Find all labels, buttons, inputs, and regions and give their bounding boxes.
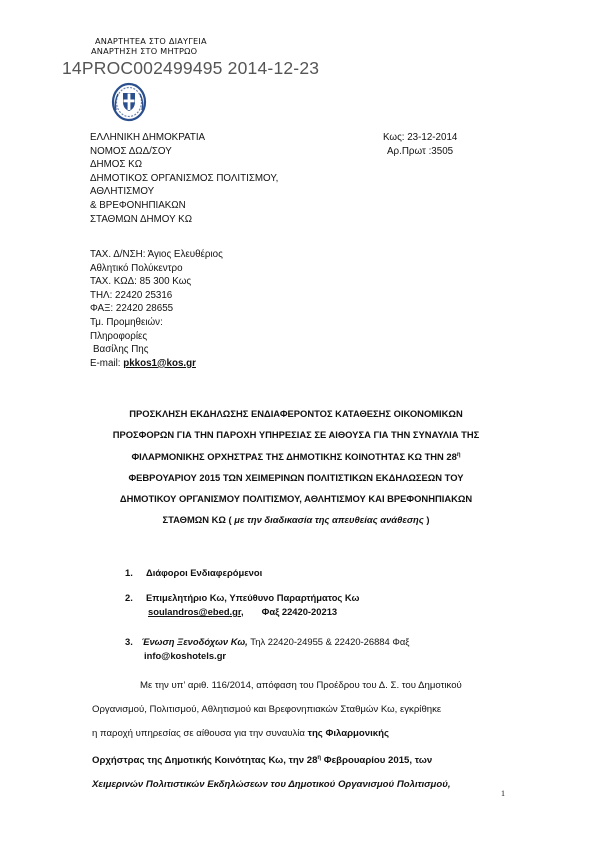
recipient-2-number: 2. bbox=[125, 592, 133, 603]
procedure-note: με την διαδικασία της απευθείας ανάθεσης bbox=[234, 514, 424, 526]
issuer-line: ΝΟΜΟΣ ΔΩΔ/ΣΟΥ bbox=[90, 145, 172, 157]
title-line-text: ) bbox=[423, 514, 430, 526]
recipient-1-name: Διάφοροι Ενδιαφερόμενοι bbox=[146, 567, 263, 578]
issuer-line: & ΒΡΕΦΟΝΗΠΙΑΚΩΝ bbox=[90, 199, 186, 211]
title-superscript: η bbox=[456, 452, 461, 458]
title-line bbox=[86, 445, 506, 467]
contact-email-link[interactable]: pkkos1@kos.gr bbox=[123, 357, 196, 369]
title-line-text: ΣΤΑΘΜΩΝ ΚΩ ( bbox=[162, 514, 235, 526]
contact-email-row bbox=[90, 357, 223, 371]
body-line-bold: της Φιλαρμονικής bbox=[307, 728, 389, 739]
contact-address2: Αθλητικό Πολύκεντρο bbox=[90, 262, 183, 274]
contact-info-name: Βασίλης Πης bbox=[93, 344, 149, 356]
issuer-line: ΕΛΛΗΝΙΚΗ ΔΗΜΟΚΡΑΤΙΑ bbox=[90, 132, 206, 143]
separator: , bbox=[241, 606, 244, 617]
body-line: Οργανισμού, Πολιτισμού, Αθλητισμού και Βρεφονηπιακών Σταθμών Κω, εγκρίθηκε bbox=[92, 704, 442, 715]
body-superscript: η bbox=[317, 755, 322, 761]
contact-postal: ΤΑΧ. ΚΩΔ: 85 300 Κως bbox=[90, 276, 192, 288]
title-line: ΠΡΟΣΚΛΗΣΗ ΕΚΔΗΛΩΣΗΣ ΕΝΔΙΑΦΕΡΟΝΤΟΣ ΚΑΤΑΘΕΣΗΣ ΟΙΚΟΝΟΜΙΚΩΝ bbox=[129, 408, 463, 419]
coat-of-arms-icon bbox=[110, 80, 148, 122]
recipient-2-contact bbox=[148, 605, 337, 619]
body-line: Χειμερινών Πολιτιστικών Εκδηλώσεων του Δημοτικού Οργανισμού Πολιτισμού, bbox=[92, 779, 451, 791]
diavgeia-stamp-line2: ΑΝΑΡΤΗΣΗ ΣΤΟ ΜΗΤΡΩΟ bbox=[91, 46, 198, 56]
body-line bbox=[92, 722, 504, 746]
recipient-3-fax-label: Φαξ bbox=[392, 636, 410, 647]
document-title bbox=[86, 403, 506, 530]
title-line-text: ΦΙΛΑΡΜΟΝΙΚΗΣ ΟΡΧΗΣΤΡΑΣ ΤΗΣ ΔΗΜΟΤΙΚΗΣ ΚΟΙΝΟΤΗΤΑΣ ΚΩ ΤΗΝ 28 bbox=[131, 451, 457, 463]
issuer-line: ΑΘΛΗΤΙΣΜΟΥ bbox=[90, 186, 155, 198]
contact-phone: ΤΗΛ: 22420 25316 bbox=[90, 289, 173, 301]
protocol-number: Αρ.Πρωτ :3505 bbox=[387, 146, 454, 157]
recipient-2-name: Επιμελητήριο Κω, Υπεύθυνο Παραρτήματος Κω bbox=[146, 592, 360, 603]
title-line bbox=[86, 509, 506, 530]
title-line: ΠΡΟΣΦΟΡΩΝ ΓΙΑ ΤΗΝ ΠΑΡΟΧΗ ΥΠΗΡΕΣΙΑΣ ΣΕ ΑΙΘΟΥΣΑ ΓΙΑ ΤΗΝ ΣΥΝΑΥΛΙΑ ΤΗΣ bbox=[112, 429, 480, 440]
recipient-3-email[interactable]: info@koshotels.gr bbox=[144, 650, 227, 661]
body-paragraph bbox=[92, 674, 504, 797]
email-label: E-mail: bbox=[90, 357, 124, 369]
body-line-text: Ορχήστρας της Δημοτικής Κοινότητας Κω, την 28 bbox=[92, 755, 318, 767]
page-number: 1 bbox=[501, 789, 505, 798]
body-line-text: η παροχή υπηρεσίας σε αίθουσα για την συναυλία bbox=[92, 728, 308, 739]
recipient-2-fax: Φαξ 22420-20213 bbox=[261, 606, 338, 617]
contact-dept: Τμ. Προμηθειών: bbox=[90, 316, 163, 328]
contact-fax: ΦΑΞ: 22420 28655 bbox=[90, 303, 174, 315]
contact-info-label: Πληροφορίες bbox=[90, 330, 148, 342]
body-line-text: Φεβρουαρίου 2015, των bbox=[321, 755, 433, 767]
body-line bbox=[92, 746, 504, 773]
diavgeia-stamp-line1: ΑΝΑΡΤΗΤΕΑ ΣΤΟ ΔΙΑΥΓΕΙΑ bbox=[95, 36, 207, 46]
recipient-3-name: Ένωση Ξενοδόχων Κω, bbox=[141, 636, 248, 647]
body-line: Με την υπ’ αριθ. 116/2014, απόφαση του Προέδρου του Δ. Σ. του Δημοτικού bbox=[140, 680, 462, 691]
issuer-line: ΔΗΜΟΤΙΚΟΣ ΟΡΓΑΝΙΣΜΟΣ ΠΟΛΙΤΙΣΜΟΥ, bbox=[90, 172, 279, 184]
issuer-line: ΣΤΑΘΜΩΝ ΔΗΜΟΥ ΚΩ bbox=[90, 213, 193, 225]
document-date: Κως: 23-12-2014 bbox=[383, 132, 458, 143]
title-line: ΦΕΒΡΟΥΑΡΙΟΥ 2015 ΤΩΝ ΧΕΙΜΕΡΙΝΩΝ ΠΟΛΙΤΙΣΤΙΚΩΝ ΕΚΔΗΛΩΣΕΩΝ ΤΟΥ bbox=[128, 472, 464, 484]
recipient-3-row bbox=[125, 635, 409, 649]
title-line: ΔΗΜΟΤΙΚΟΥ ΟΡΓΑΝΙΣΜΟΥ ΠΟΛΙΤΙΣΜΟΥ, ΑΘΛΗΤΙΣΜΟΥ ΚΑΙ ΒΡΕΦΟΝΗΠΙΑΚΩΝ bbox=[119, 493, 473, 505]
issuer-line: ΔΗΜΟΣ ΚΩ bbox=[90, 159, 143, 171]
recipient-3-number: 3. bbox=[125, 636, 133, 647]
contact-block bbox=[90, 248, 223, 370]
ada-code: 14PROC002499495 2014-12-23 bbox=[62, 58, 320, 78]
recipient-3-phones: Τηλ 22420-24955 & 22420-26884 bbox=[247, 636, 393, 647]
recipient-2-email-link[interactable]: soulandros@ebed.gr bbox=[148, 606, 242, 617]
recipient-1-number: 1. bbox=[125, 567, 133, 578]
contact-address: ΤΑΧ. Δ/ΝΣΗ: Άγιος Ελευθέριος bbox=[90, 249, 223, 260]
issuer-block bbox=[90, 131, 278, 226]
